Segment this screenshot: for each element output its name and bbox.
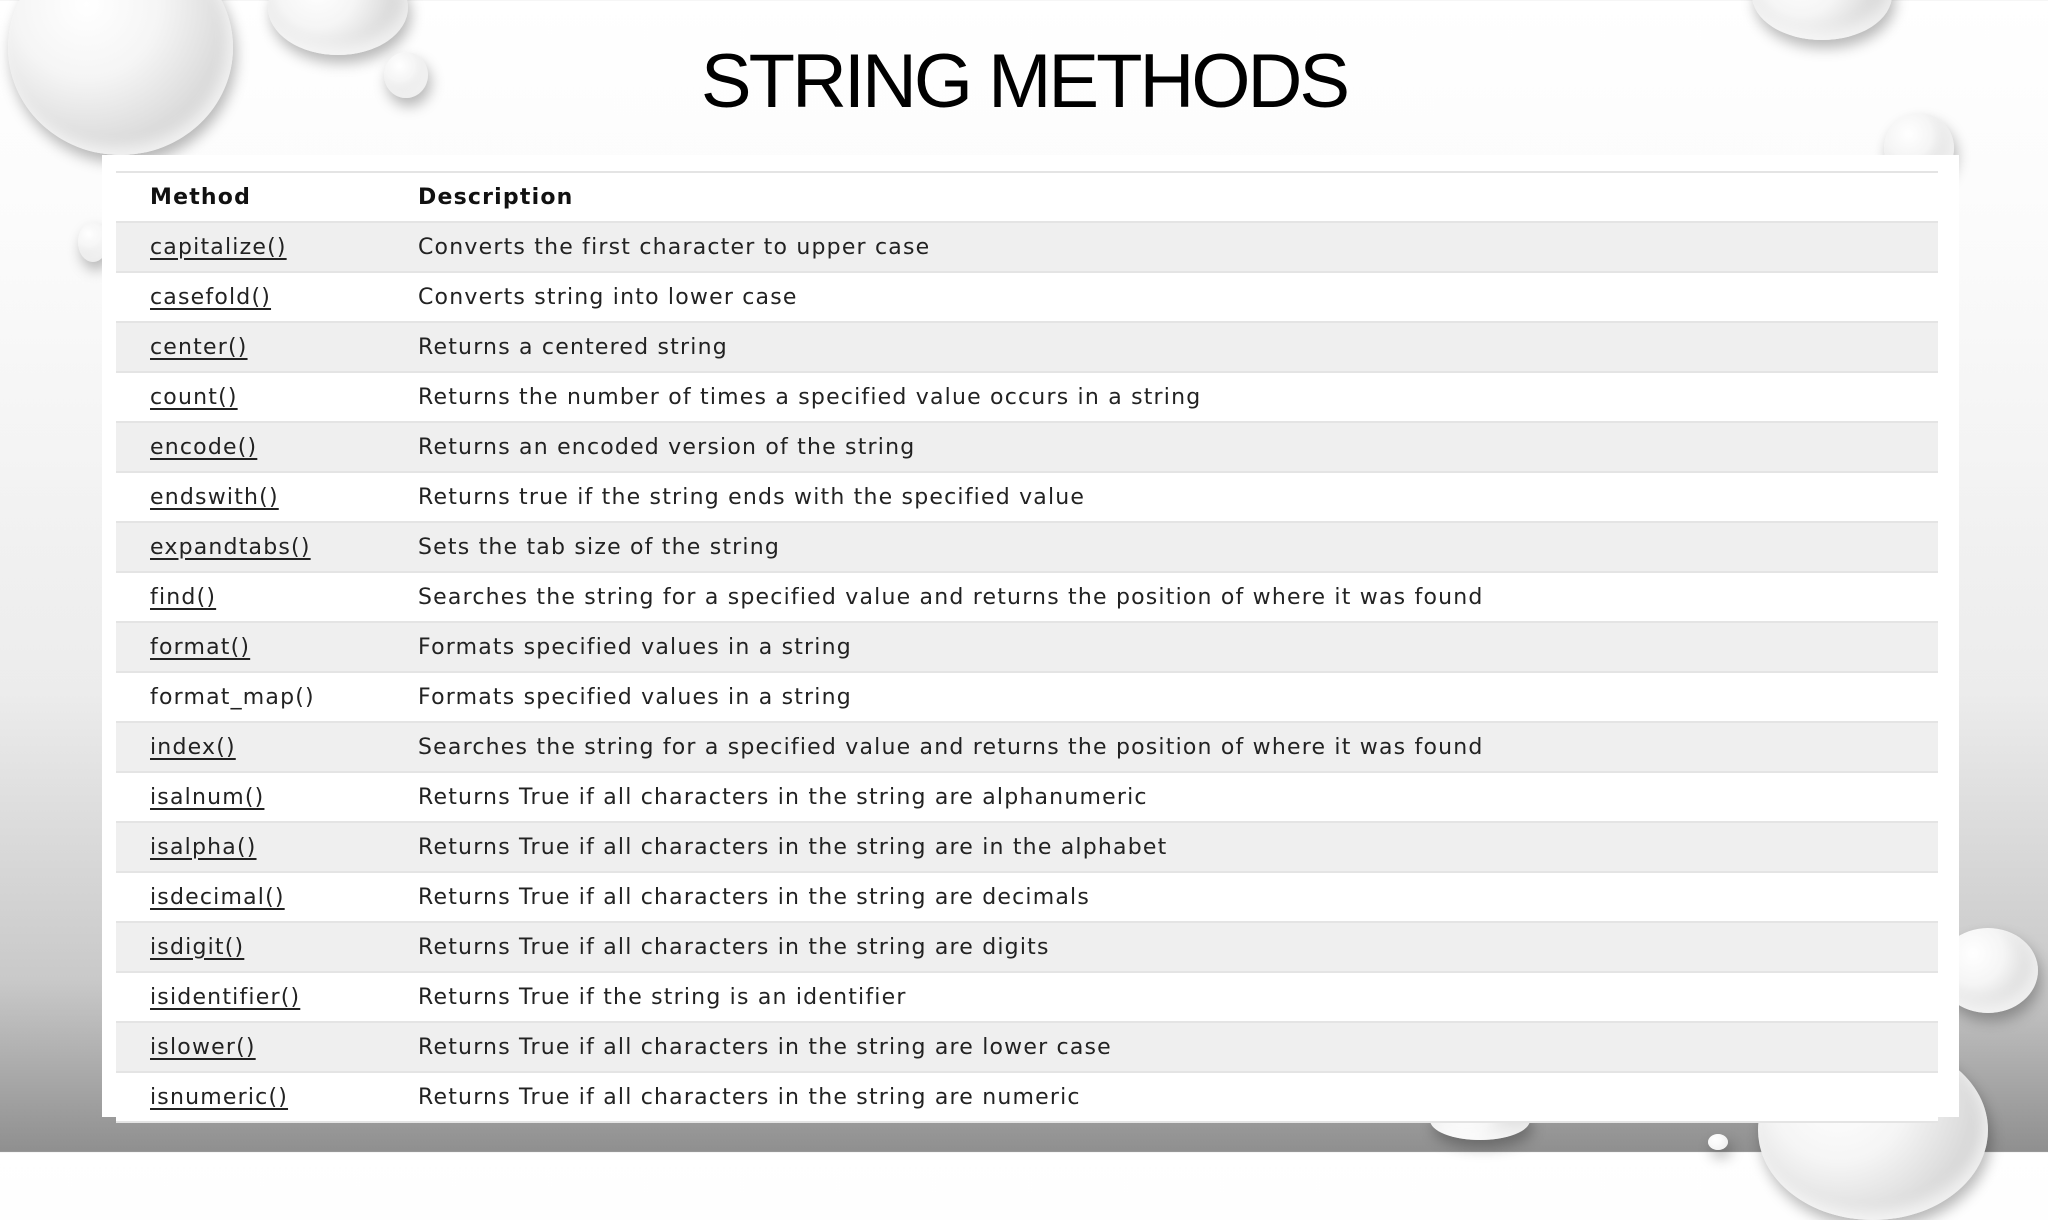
description-cell: Converts the first character to upper case — [418, 222, 1938, 272]
description-cell: Converts string into lower case — [418, 272, 1938, 322]
description-cell: Returns True if all characters in the string are in the alphabet — [418, 822, 1938, 872]
method-link[interactable]: isalnum() — [150, 784, 265, 810]
description-cell: Sets the tab size of the string — [418, 522, 1938, 572]
table-panel — [102, 155, 1959, 1117]
description-cell: Searches the string for a specified value and returns the position of where it was found — [418, 572, 1938, 622]
description-cell: Formats specified values in a string — [418, 622, 1938, 672]
description-cell: Returns True if all characters in the string are lower case — [418, 1022, 1938, 1072]
method-link[interactable]: capitalize() — [150, 234, 287, 260]
method-link[interactable]: index() — [150, 734, 236, 760]
method-cell — [116, 422, 418, 472]
method-cell — [116, 672, 418, 722]
table-row — [116, 1072, 1938, 1122]
method-cell — [116, 922, 418, 972]
method-cell — [116, 372, 418, 422]
method-link[interactable]: endswith() — [150, 484, 279, 510]
method-link[interactable]: isalpha() — [150, 834, 257, 860]
table-header-row — [116, 172, 1938, 222]
table-row — [116, 622, 1938, 672]
table-row — [116, 772, 1938, 822]
table-row — [116, 822, 1938, 872]
method-cell — [116, 722, 418, 772]
table-row — [116, 972, 1938, 1022]
method-name: format_map() — [150, 684, 315, 710]
method-cell — [116, 1072, 418, 1122]
water-drop-decoration — [1708, 1134, 1728, 1150]
method-link[interactable]: encode() — [150, 434, 258, 460]
table-row — [116, 572, 1938, 622]
table-row — [116, 472, 1938, 522]
table-row — [116, 372, 1938, 422]
method-link[interactable]: format() — [150, 634, 251, 660]
description-cell: Returns True if all characters in the string are alphanumeric — [418, 772, 1938, 822]
method-link[interactable]: isdecimal() — [150, 884, 285, 910]
method-cell — [116, 322, 418, 372]
slide-title: STRING METHODS — [700, 39, 1348, 124]
method-link[interactable]: expandtabs() — [150, 534, 311, 560]
table-row — [116, 422, 1938, 472]
method-link[interactable]: islower() — [150, 1034, 256, 1060]
table-row — [116, 922, 1938, 972]
method-link[interactable]: center() — [150, 334, 248, 360]
description-cell: Returns an encoded version of the string — [418, 422, 1938, 472]
method-link[interactable]: casefold() — [150, 284, 272, 310]
water-drop-decoration — [1752, 0, 1892, 40]
method-cell — [116, 822, 418, 872]
method-link[interactable]: isidentifier() — [150, 984, 301, 1010]
method-cell — [116, 272, 418, 322]
description-cell: Returns True if all characters in the string are decimals — [418, 872, 1938, 922]
table-row — [116, 322, 1938, 372]
method-cell — [116, 1022, 418, 1072]
method-cell — [116, 222, 418, 272]
table-row — [116, 872, 1938, 922]
description-cell: Returns True if the string is an identifier — [418, 972, 1938, 1022]
method-cell — [116, 572, 418, 622]
method-link[interactable]: find() — [150, 584, 217, 610]
description-cell: Searches the string for a specified value and returns the position of where it was found — [418, 722, 1938, 772]
method-link[interactable]: isdigit() — [150, 934, 245, 960]
column-header-description: Description — [418, 172, 1938, 222]
table-row — [116, 1022, 1938, 1072]
method-cell — [116, 522, 418, 572]
table-row — [116, 272, 1938, 322]
method-cell — [116, 472, 418, 522]
method-cell — [116, 772, 418, 822]
table-row — [116, 522, 1938, 572]
description-cell: Returns a centered string — [418, 322, 1938, 372]
description-cell: Returns True if all characters in the string are numeric — [418, 1072, 1938, 1122]
description-cell: Returns True if all characters in the string are digits — [418, 922, 1938, 972]
description-cell: Returns true if the string ends with the specified value — [418, 472, 1938, 522]
column-header-method: Method — [116, 172, 418, 222]
method-cell — [116, 972, 418, 1022]
table-row — [116, 222, 1938, 272]
description-cell: Formats specified values in a string — [418, 672, 1938, 722]
method-cell — [116, 622, 418, 672]
string-methods-table — [116, 171, 1938, 1123]
description-cell: Returns the number of times a specified value occurs in a string — [418, 372, 1938, 422]
table-row — [116, 722, 1938, 772]
method-link[interactable]: isnumeric() — [150, 1084, 289, 1110]
method-link[interactable]: count() — [150, 384, 238, 410]
method-cell — [116, 872, 418, 922]
table-row — [116, 672, 1938, 722]
